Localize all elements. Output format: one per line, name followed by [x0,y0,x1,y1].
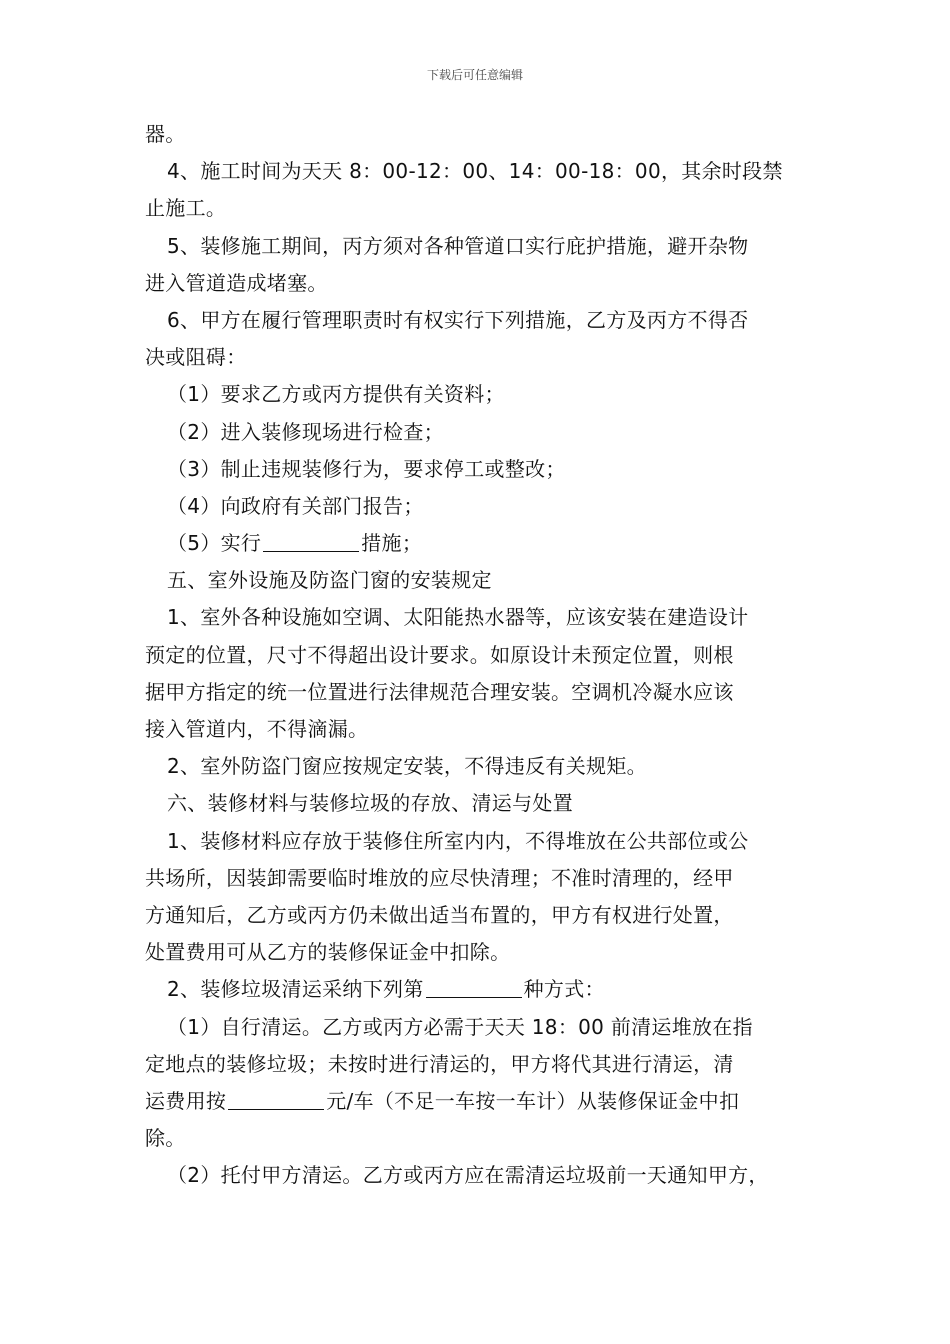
text-line: （2）托付甲方清运。乙方或丙方应在需清运垃圾前一天通知甲方， [167,1163,769,1188]
fill-in-blank [426,975,522,998]
text-line: 五、室外设施及防盗门窗的安装规定 [167,568,492,593]
text-line: 止施工。 [145,196,227,221]
text-line: （1）自行清运。乙方或丙方必需于天天 18：00 前清运堆放在指 [167,1014,753,1039]
text-line: 定地点的装修垃圾；未按时进行清运的，甲方将代其进行清运，清 [145,1051,734,1076]
text-line: 除。 [145,1126,186,1151]
text-line: 1、装修材料应存放于装修住所室内内，不得堆放在公共部位或公 [167,828,749,853]
text-segment: 2、装修垃圾清运采纳下列第 [167,977,424,1002]
text-line: 5、装修施工期间，丙方须对各种管道口实行庇护措施，避开杂物 [167,233,749,258]
text-line: 6、甲方在履行管理职责时有权实行下列措施，乙方及丙方不得否 [167,307,749,332]
text-line: 器。 [145,122,186,146]
text-line: 4、施工时间为天天 8：00-12：00、14：00-18：00，其余时段禁 [167,159,783,184]
text-line: 进入管道造成堵塞。 [145,270,328,295]
text-line: 1、室外各种设施如空调、太阳能热水器等，应该安装在建造设计 [167,605,749,630]
text-line: 2、室外防盗门窗应按规定安装，不得违反有关规矩。 [167,754,647,779]
text-line: （1）要求乙方或丙方提供有关资料； [167,382,505,407]
text-line: （2）进入装修现场进行检查； [167,419,444,444]
text-segment: （5）实行 [167,531,262,556]
text-line [145,971,835,1008]
text-segment: 措施； [361,531,423,556]
text-segment: 运费用按 [145,1088,227,1113]
text-line [145,525,835,562]
text-line: 决或阻碍： [145,345,247,370]
text-segment: 元/车（不足一车按一车计）从装修保证金中扣 [326,1088,740,1113]
fill-in-blank [228,1087,324,1110]
text-line: （3）制止违规装修行为，要求停工或整改； [167,456,566,481]
text-line: 接入管道内，不得滴漏。 [145,717,369,741]
text-line: 六、装修材料与装修垃圾的存放、清运与处置 [167,791,573,816]
text-segment: 种方式： [523,977,605,1002]
text-line [145,1083,835,1120]
text-line: （4）向政府有关部门报告； [167,493,424,518]
fill-in-blank [263,529,359,552]
text-line: 据甲方指定的统一位置进行法律规范合理安装。空调机冷凝水应该 [145,679,734,704]
text-line: 方通知后，乙方或丙方仍未做出适当布置的，甲方有权进行处置， [145,902,734,927]
page-header: 下载后可任意编辑 [426,68,523,82]
document-body [145,116,835,1194]
text-line: 处置费用可从乙方的装修保证金中扣除。 [145,940,511,965]
text-line: 预定的位置，尺寸不得超出设计要求。如原设计未预定位置，则根 [145,642,734,667]
text-line: 共场所，因装卸需要临时堆放的应尽快清理；不准时清理的，经甲 [145,865,734,890]
